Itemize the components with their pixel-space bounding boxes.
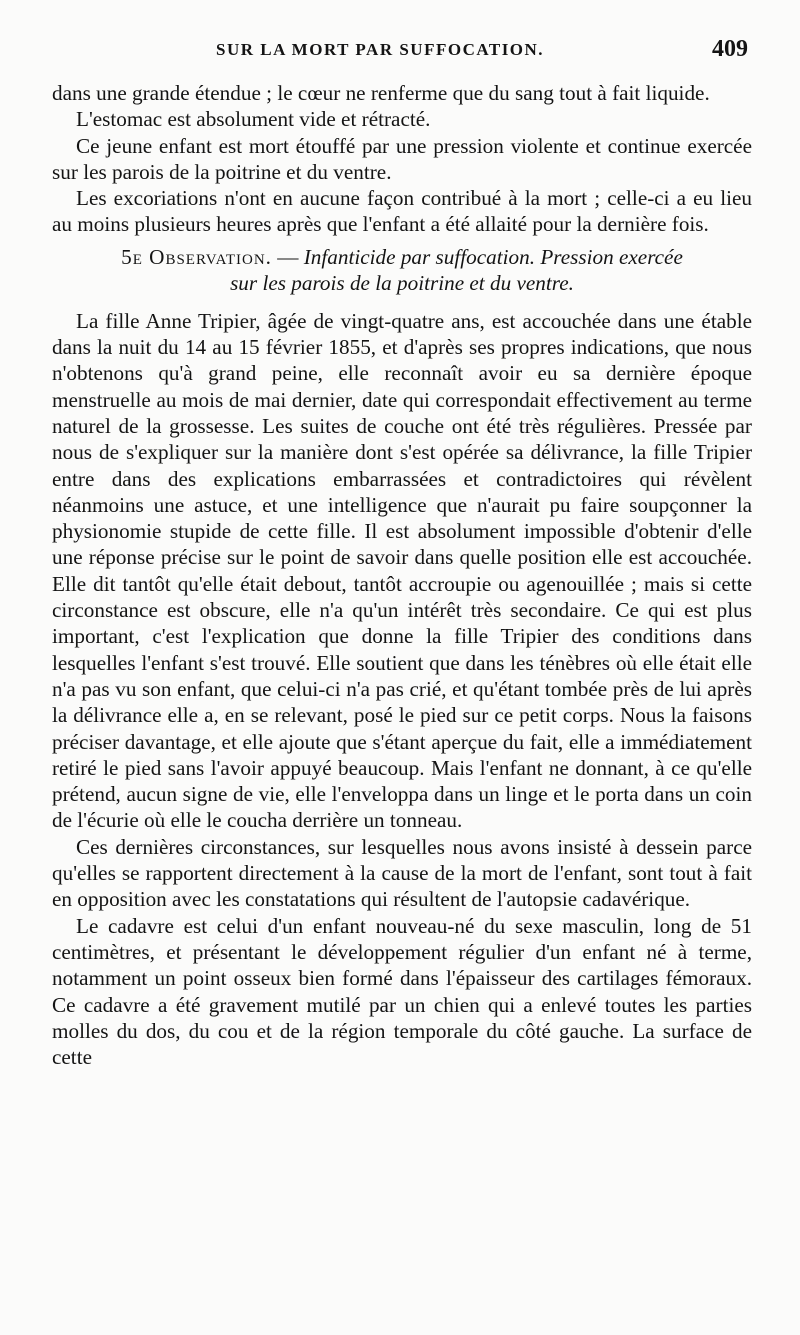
observation-heading <box>52 244 752 296</box>
paragraph-2: L'estomac est absolument vide et rétracté. <box>76 107 431 132</box>
running-head: SUR LA MORT PAR SUFFOCATION. <box>216 40 545 59</box>
paragraph-3: Ce jeune enfant est mort étouffé par une pression violente et continue exercée sur les parois de la poitrine et du ventre. <box>52 133 752 184</box>
page-body <box>52 80 752 1070</box>
paragraph-4: Les excoriations n'ont en aucune façon contribué à la mort ; celle-ci a eu lieu au moins plusieurs heures après que l'enfant a été allaité pour la dernière fois. <box>52 186 752 237</box>
observation-title-line1: Infanticide par suffocation. Pression exercée <box>303 244 683 269</box>
paragraph-7: Le cadavre est celui d'un enfant nouveau-né du sexe masculin, long de 51 centimètres, et présentant le développement régulier d'un enfant né à terme, notamment un point osseux bien formé dans l'épaisseur des cartilages fémoraux. Ce cadavre a été gravement mutilé par un chien qui a enlevé toutes les parties molles du dos, du cou et de la région temporale du côté gauche. La surface de cette <box>52 913 752 1070</box>
paragraph-1: dans une grande étendue ; le cœur ne renferme que du sang tout à fait liquide. <box>52 81 710 105</box>
observation-label: 5e Observation. <box>121 244 272 269</box>
observation-dash: — <box>271 244 304 269</box>
paragraph-6: Ces dernières circonstances, sur lesquelles nous avons insisté à dessein parce qu'elles se rapportent directement à la cause de la mort de l'enfant, sont tout à fait en opposition avec les constatations qui résultent de l'autopsie cadavérique. <box>52 834 752 912</box>
observation-title-line2: sur les parois de la poitrine et du ventre. <box>230 270 574 295</box>
page-header <box>48 38 748 68</box>
page-number: 409 <box>712 36 748 62</box>
paragraph-5: La fille Anne Tripier, âgée de vingt-quatre ans, est accouchée dans une étable dans la nuit du 14 au 15 février 1855, et d'après ses propres indications, que nous n'obtenons qu'à grand peine, elle reconnaît avoir eu sa dernière époque menstruelle au mois de mai dernier, date qui correspondait effectivement au terme naturel de la grossesse. Les suites de couche ont été très régulières. Pressée par nous de s'expliquer sur la manière dont s'est opérée sa délivrance, la fille Tripier entre dans des explications embarrassées et contradictoires qui révèlent néanmoins une astuce, et une intelligence que n'aurait pu faire soupçonner la physionomie stupide de cette fille. Il est absolument impossible d'obtenir d'elle une réponse précise sur le point de savoir dans quelle position elle est accouchée. Elle dit tantôt qu'elle était debout, tantôt accroupie ou agenouillée ; mais si cette circonstance est obscure, elle n'a qu'un intérêt très secondaire. Ce qui est plus important, c'est l'explication que donne la fille Tripier des conditions dans lesquelles l'enfant s'est trouvé. Elle soutient que dans les ténèbres où elle était elle n'a pas vu son enfant, que celui-ci n'a pas crié, et qu'étant tombée près de lui après la délivrance elle a, en se relevant, posé le pied sur ce petit corps. Nous la faisons préciser davantage, et elle ajoute que s'étant aperçue du fait, elle a immédiatement retiré le pied sans l'avoir appuyé beaucoup. Mais l'enfant ne donnant, à ce qu'elle prétend, aucun signe de vie, elle l'enveloppa dans un linge et le porta dans un coin de l'écurie où elle le coucha derrière un tonneau. <box>52 308 752 833</box>
